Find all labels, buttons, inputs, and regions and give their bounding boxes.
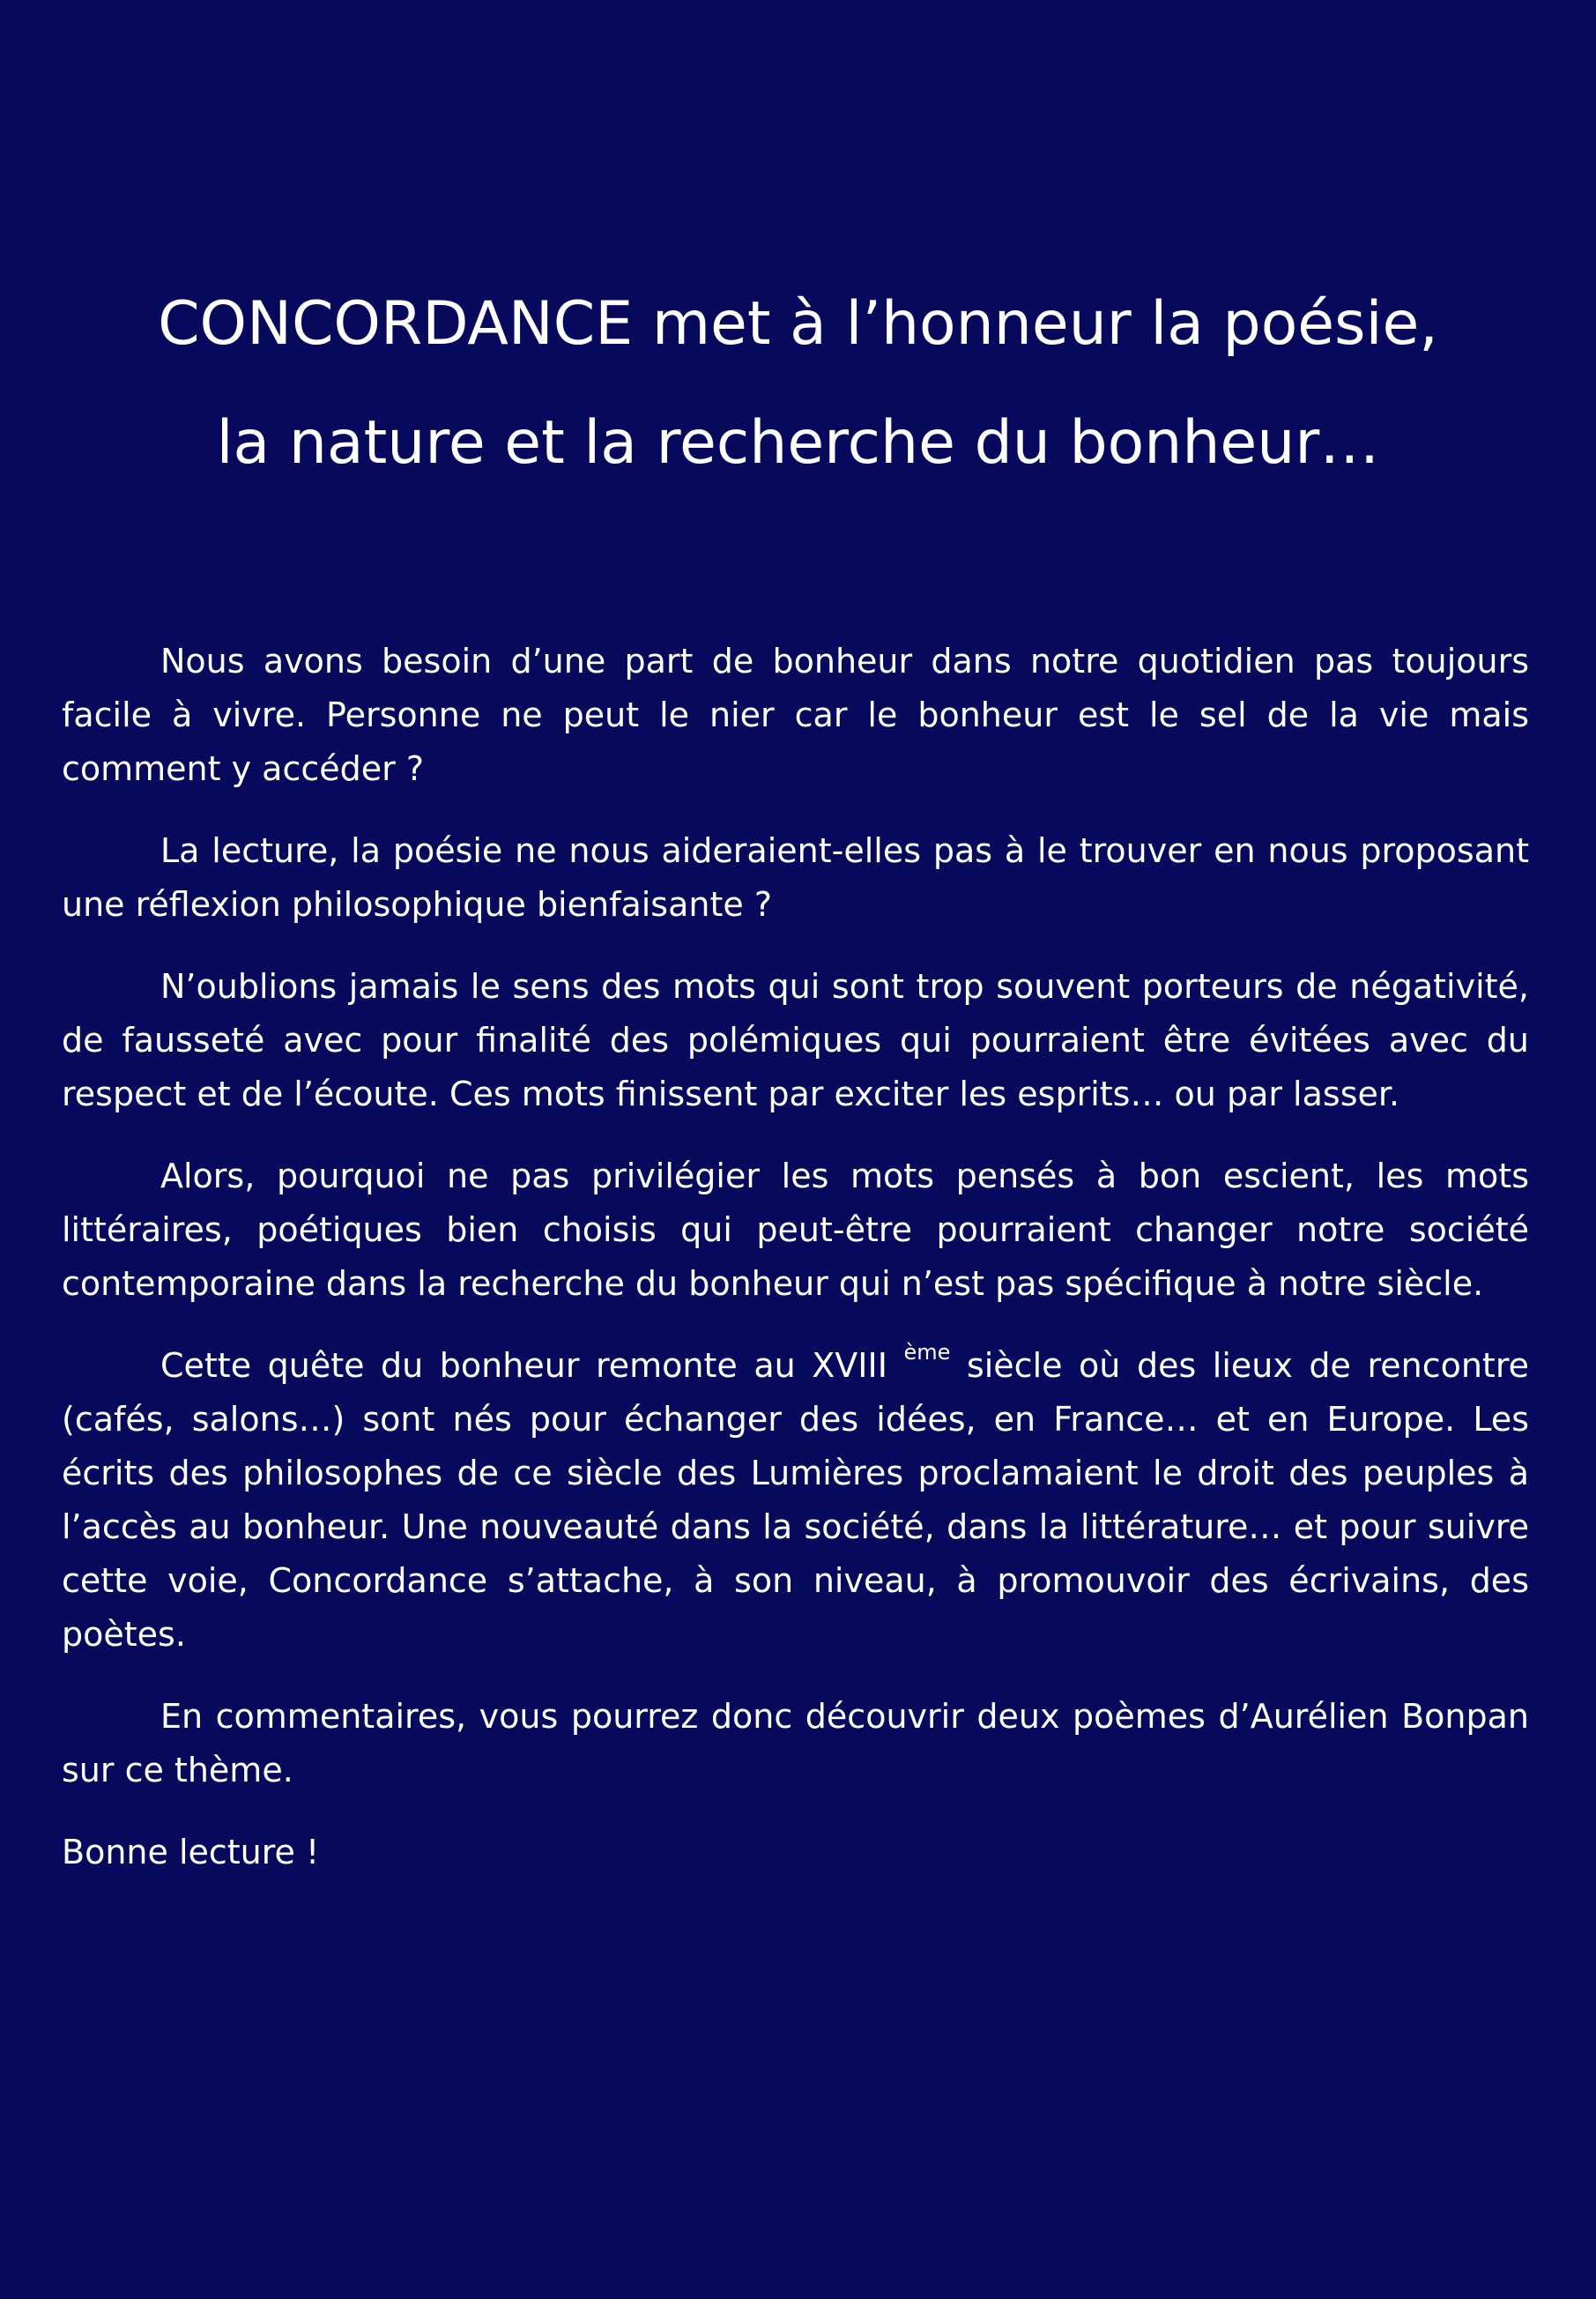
title-line-2: la nature et la recherche du bonheur…: [216, 408, 1380, 478]
closing-line: Bonne lecture !: [62, 1833, 320, 1871]
paragraph-1: Nous avons besoin d’une part de bonheur dans notre quotidien pas toujours facile à vivre. Personne ne peut le nier car le bonheur est le sel de la vie mais comment y accéder ?: [62, 642, 1529, 788]
paragraph-5: [62, 1339, 1529, 1662]
paragraph-5-start: Cette quête du bonheur remonte au XVIII: [160, 1346, 904, 1385]
paragraph-5-rest: siècle où des lieux de rencontre (cafés, salons…) sont nés pour échanger des idées, en France… et en Europe. Les écrits des philosophes de ce siècle des Lumières proclamaient le droit des peuples à l’accès au bonheur. Une nouveauté dans la société, dans la littérature… et pour suivre cette voie, Concordance s’attache, à son niveau, à promouvoir des écrivains, des poètes.: [62, 1346, 1530, 1654]
article-body: [62, 635, 1529, 1908]
paragraph-4: Alors, pourquoi ne pas privilégier les mots pensés à bon escient, les mots littéraires, poétiques bien choisis qui peut-être pourraient changer notre société contemporaine dans la recherche du bonheur qui n’est pas spécifique à notre siècle.: [62, 1157, 1529, 1303]
page-title: [0, 264, 1596, 502]
paragraph-2: La lecture, la poésie ne nous aideraient-elles pas à le trouver en nous proposant une réflexion philosophique bienfaisante ?: [62, 831, 1529, 924]
century-superscript: ème: [903, 1340, 951, 1365]
paragraph-6: En commentaires, vous pourrez donc découvrir deux poèmes d’Aurélien Bonpan sur ce thème.: [62, 1697, 1529, 1789]
title-line-1: CONCORDANCE met à l’honneur la poésie,: [158, 289, 1438, 359]
paragraph-3: N’oublions jamais le sens des mots qui sont trop souvent porteurs de négativité, de fausseté avec pour finalité des polémiques qui pourraient être évitées avec du respect et de l’écoute. Ces mots finissent par exciter les esprits… ou par lasser.: [62, 967, 1529, 1113]
